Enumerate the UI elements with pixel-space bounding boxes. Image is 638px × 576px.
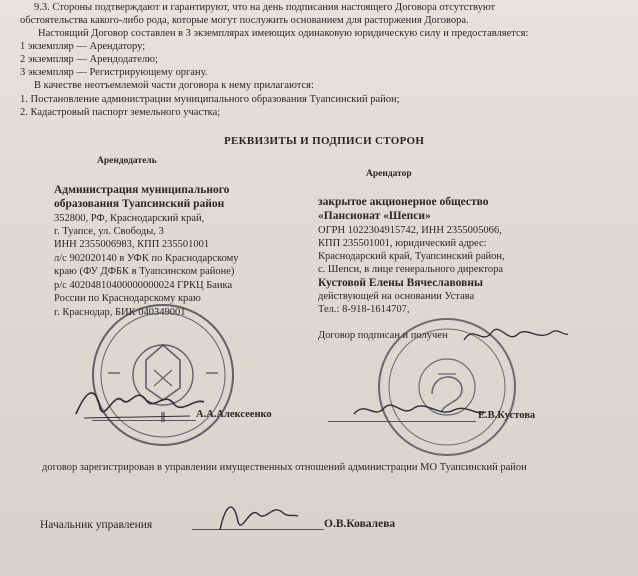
tenant-kpp-line: КПП 235501001, юридический адрес:: [318, 238, 487, 249]
section-heading: РЕКВИЗИТЫ И ПОДПИСИ СТОРОН: [224, 135, 425, 147]
attachment-2: 2. Кадастровый паспорт земельного участка;: [20, 107, 221, 118]
landlord-bank-line: р/с 40204810400000000024 ГРКЦ Банка: [54, 280, 233, 291]
landlord-role: Арендодатель: [97, 156, 157, 166]
landlord-signer: А.А.Алексеенко: [196, 409, 272, 420]
tenant-name-line1: закрытое акционерное общество: [318, 196, 489, 208]
landlord-street-line: г. Туапсе, ул. Свободы, 3: [54, 226, 164, 237]
tenant-director-name: Кустовой Елены Вячеславовны: [318, 277, 483, 289]
attachment-1: 1. Постановление администрации муниципального образования Туапсинский район;: [20, 94, 400, 105]
tenant-phone-line: Тел.: 8-918-1614707,: [318, 304, 410, 315]
attachments-intro: В качестве неотъемлемой части договора к нему прилагаются:: [34, 80, 314, 91]
registration-note: договор зарегистрирован в управлении имущественных отношений администрации МО Туапсинский район: [42, 462, 527, 473]
tenant-ogrn-line: ОГРН 1022304915742, ИНН 2355005066,: [318, 225, 502, 236]
landlord-treasury-line: краю (ФУ ДФБК в Туапсинском районе): [54, 266, 235, 277]
copy-2: 2 экземпляр — Арендодателю;: [20, 54, 158, 65]
tenant-name-line2: «Пансионат «Шепси»: [318, 210, 431, 222]
copy-3: 3 экземпляр — Регистрирующему органу.: [20, 67, 208, 78]
clause-9-3-line2: обстоятельства какого-либо рода, которые могут послужить основанием для расторжения Договора.: [20, 15, 469, 26]
landlord-address-line: 352800, РФ, Краснодарский край,: [54, 213, 205, 224]
clause-9-3-line1: 9.3. Стороны подтверждают и гарантируют, что на день подписания настоящего Договора отсутствуют: [34, 2, 496, 13]
landlord-signature-line: [92, 420, 196, 421]
tenant-region-line: Краснодарский край, Туапсинский район,: [318, 251, 505, 262]
landlord-name-line1: Администрация муниципального: [54, 184, 230, 196]
landlord-account-line: л/с 902020140 в УФК по Краснодарскому: [54, 253, 239, 264]
tenant-role: Арендатор: [366, 169, 412, 179]
tenant-village-line: с. Шепси, в лице генерального директора: [318, 264, 504, 275]
copy-1: 1 экземпляр — Арендатору;: [20, 41, 146, 52]
head-label: Начальник управления: [40, 519, 153, 531]
head-signer: О.В.Ковалева: [324, 518, 396, 530]
landlord-bik-line: г. Краснодар, БИК 040349001: [54, 307, 186, 318]
copies-intro: Настоящий Договор составлен в 3 экземплярах имеющих одинаковую юридическую силу и предоставляется:: [38, 28, 529, 39]
tenant-signature-line: [328, 421, 476, 422]
tenant-received-signature-icon: [460, 318, 570, 352]
tenant-received-line: Договор подписан и получен: [318, 330, 448, 341]
landlord-bank-region-line: России по Краснодарскому краю: [54, 293, 201, 304]
landlord-inn-line: ИНН 2355006983, КПП 235501001: [54, 239, 210, 250]
tenant-signer: Е.В.Кустова: [478, 410, 536, 421]
landlord-name-line2: образования Туапсинский район: [54, 198, 225, 210]
tenant-basis-line: действующей на основании Устава: [318, 291, 475, 302]
head-signature-icon: [210, 494, 300, 538]
